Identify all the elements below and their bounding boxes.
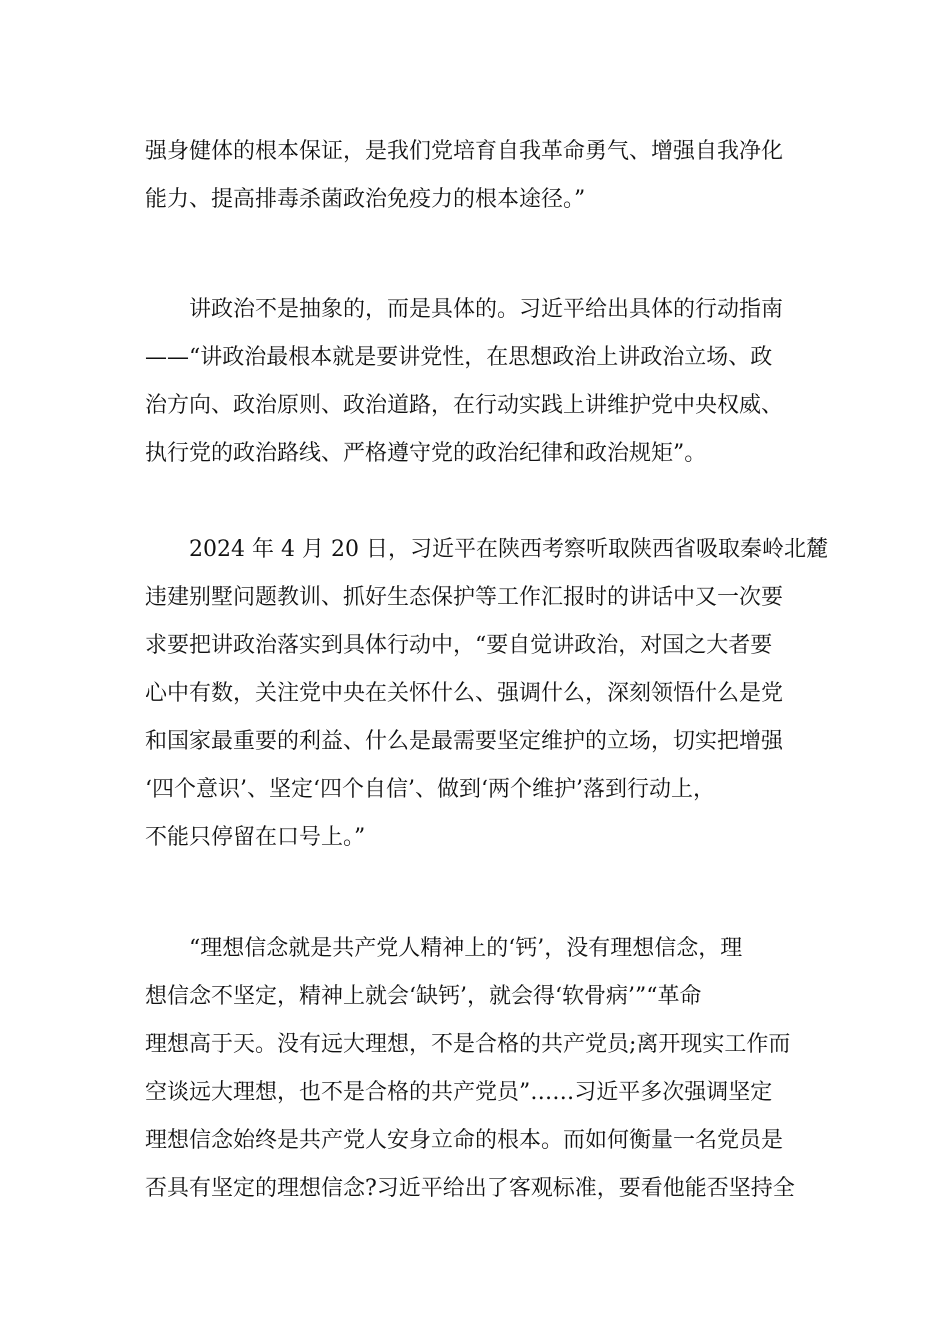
text-line: 和国家最重要的利益、什么是最需要坚定维护的立场，切实把增强 bbox=[145, 729, 784, 754]
text-line: 2024 年 4 月 20 日，习近平在陕西考察听取陕西省吸取秦岭北麓 bbox=[189, 537, 828, 562]
text-line: ‘四个意识’、坚定‘四个自信’、做到‘两个维护’落到行动上， bbox=[145, 777, 715, 802]
text-line: 想信念不坚定，精神上就会‘缺钙’，就会得‘软骨病’”“革命 bbox=[145, 984, 702, 1009]
text-line: 强身健体的根本保证，是我们党培育自我革命勇气、增强自我净化 bbox=[145, 139, 784, 164]
text-line: ——“讲政治最根本就是要讲党性，在思想政治上讲政治立场、政 bbox=[145, 345, 773, 370]
text-line: 违建别墅问题教训、抓好生态保护等工作汇报时的讲话中又一次要 bbox=[145, 585, 784, 610]
text-line: 理想信念始终是共产党人安身立命的根本。而如何衡量一名党员是 bbox=[145, 1128, 784, 1153]
text-line: 执行党的政治路线、严格遵守党的政治纪律和政治规矩”。 bbox=[145, 441, 707, 466]
text-line: 能力、提高排毒杀菌政治免疫力的根本途径。” bbox=[145, 187, 586, 212]
text-line: “理想信念就是共产党人精神上的‘钙’，没有理想信念，理 bbox=[189, 936, 743, 961]
text-line: 理想高于天。没有远大理想，不是合格的共产党员;离开现实工作而 bbox=[145, 1032, 791, 1057]
text-line: 讲政治不是抽象的，而是具体的。习近平给出具体的行动指南 bbox=[189, 297, 784, 322]
paragraph-1 bbox=[145, 128, 811, 224]
paragraph-2 bbox=[145, 286, 811, 478]
text-line: 空谈远大理想，也不是合格的共产党员”……习近平多次强调坚定 bbox=[145, 1080, 773, 1105]
paragraph-4 bbox=[145, 925, 811, 1213]
text-line: 求要把讲政治落实到具体行动中，“要自觉讲政治，对国之大者要 bbox=[145, 633, 773, 658]
text-line: 不能只停留在口号上。” bbox=[145, 825, 366, 850]
text-line: 治方向、政治原则、政治道路，在行动实践上讲维护党中央权威、 bbox=[145, 393, 784, 418]
paragraph-3 bbox=[145, 526, 828, 862]
text-line: 否具有坚定的理想信念?习近平给出了客观标准，要看他能否坚持全 bbox=[145, 1176, 795, 1201]
text-line: 心中有数，关注党中央在关怀什么、强调什么，深刻领悟什么是党 bbox=[145, 681, 784, 706]
